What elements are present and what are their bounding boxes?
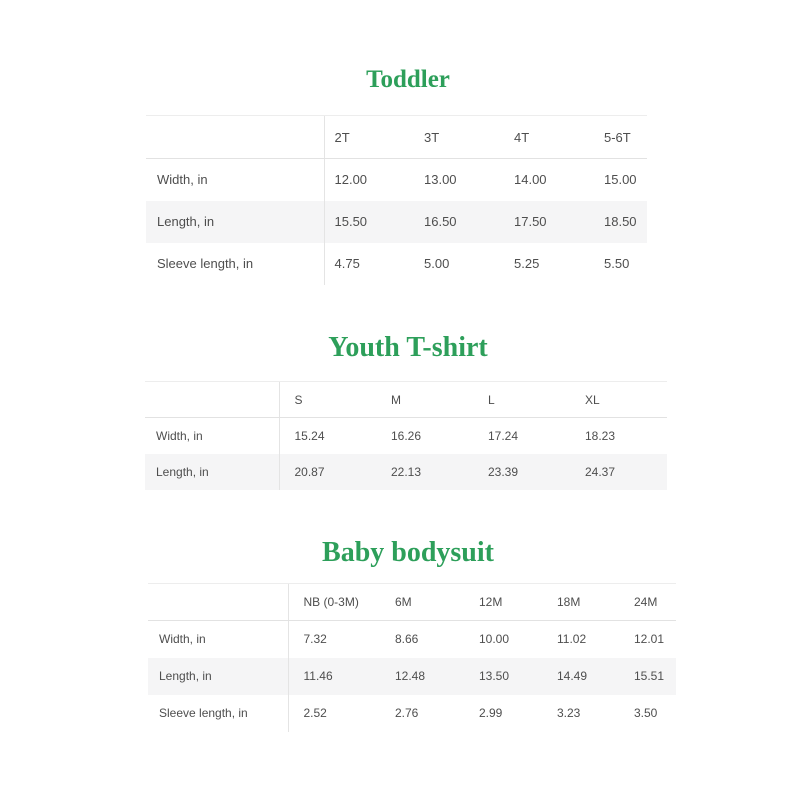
row-label: Length, in (157, 214, 215, 229)
size-value: 13.00 (424, 172, 457, 188)
size-value: 3.50 (634, 706, 658, 720)
size-value: 15.24 (279, 418, 376, 454)
column-header-xl: XL (570, 382, 667, 418)
row-label: Width, in (159, 632, 206, 647)
toddler-section-title: Toddler (366, 66, 450, 93)
size-value: 15.50 (324, 201, 414, 243)
size-value: 12.01 (634, 632, 665, 647)
size-value: 17.50 (514, 214, 547, 229)
size-value: 14.00 (514, 172, 547, 188)
size-value: 2.52 (288, 695, 380, 732)
toddler-size-table (146, 115, 647, 285)
size-value: 5.25 (514, 256, 540, 271)
youth-header-row (145, 382, 667, 418)
row-label: Sleeve length, in (159, 706, 248, 720)
size-value: 23.39 (488, 464, 519, 479)
size-value: 24.37 (585, 464, 616, 479)
column-header-5-6t: 5-6T (594, 116, 647, 159)
size-value: 8.66 (395, 632, 419, 647)
size-value: 16.26 (391, 428, 422, 443)
youth-width-row (145, 418, 667, 454)
row-label: Width, in (157, 172, 208, 188)
size-value: 17.24 (488, 428, 519, 443)
youth-length-row (145, 454, 667, 490)
size-value: 18.23 (585, 428, 616, 443)
size-value: 11.02 (557, 632, 587, 647)
size-value: 7.32 (288, 621, 380, 658)
size-value: 2.99 (479, 706, 503, 720)
column-header-4t: 4T (504, 116, 594, 159)
column-header-nb: NB (0-3M) (288, 584, 380, 621)
size-value: 16.50 (424, 214, 457, 229)
column-header-2t: 2T (324, 116, 414, 159)
column-header-12m: 12M (464, 584, 542, 621)
size-value: 18.50 (604, 214, 637, 229)
column-header-l: L (473, 382, 570, 418)
size-value: 3.23 (557, 706, 581, 720)
size-value: 4.75 (324, 243, 414, 285)
size-value: 10.00 (479, 632, 510, 647)
baby-header-row (148, 584, 676, 621)
corner-cell (145, 382, 279, 418)
toddler-width-row (146, 159, 647, 201)
row-label: Length, in (156, 464, 209, 479)
baby-size-table (148, 583, 676, 732)
column-header-m: M (376, 382, 473, 418)
size-value: 12.00 (324, 159, 414, 201)
baby-length-row (148, 658, 676, 695)
size-value: 14.49 (557, 669, 588, 683)
toddler-sleeve-row (146, 243, 647, 285)
size-value: 5.50 (604, 256, 630, 271)
size-value: 15.00 (604, 172, 637, 188)
size-value: 11.46 (288, 658, 380, 695)
size-value: 20.87 (279, 454, 376, 490)
row-label: Sleeve length, in (157, 256, 254, 271)
baby-width-row (148, 621, 676, 658)
corner-cell (148, 584, 288, 621)
size-value: 13.50 (479, 669, 510, 683)
row-label: Width, in (156, 428, 203, 443)
column-header-6m: 6M (380, 584, 464, 621)
row-label: Length, in (159, 669, 212, 683)
size-value: 12.48 (395, 669, 426, 683)
column-header-s: S (279, 382, 376, 418)
toddler-header-row (146, 116, 647, 159)
youth-size-table (145, 381, 667, 490)
size-value: 15.51 (634, 669, 665, 683)
column-header-3t: 3T (414, 116, 504, 159)
size-value: 5.00 (424, 256, 450, 271)
size-value: 22.13 (391, 464, 422, 479)
youth-section-title: Youth T-shirt (328, 332, 488, 363)
column-header-18m: 18M (542, 584, 619, 621)
baby-sleeve-row (148, 695, 676, 732)
size-value: 2.76 (395, 706, 419, 720)
column-header-24m: 24M (619, 584, 676, 621)
toddler-length-row (146, 201, 647, 243)
corner-cell (146, 116, 324, 159)
baby-section-title: Baby bodysuit (322, 537, 494, 568)
